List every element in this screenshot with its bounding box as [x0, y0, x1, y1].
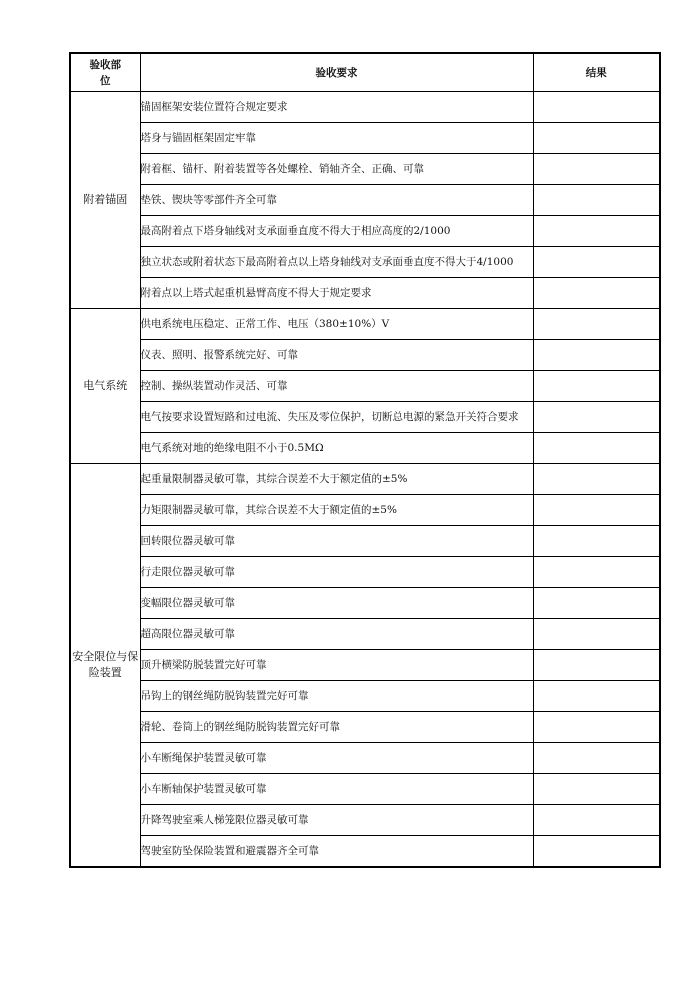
requirement-cell: 独立状态或附着状态下最高附着点以上塔身轴线对支承面垂直度不得大于4/1000 — [140, 247, 533, 278]
requirement-cell: 升降驾驶室乘人梯笼限位器灵敏可靠 — [140, 805, 533, 836]
requirement-cell: 吊钩上的钢丝绳防脱钩装置完好可靠 — [140, 681, 533, 712]
requirement-cell: 行走限位器灵敏可靠 — [140, 557, 533, 588]
result-cell[interactable] — [533, 712, 660, 743]
requirement-cell: 起重量限制器灵敏可靠，其综合误差不大于额定值的±5% — [140, 464, 533, 495]
requirement-cell: 超高限位器灵敏可靠 — [140, 619, 533, 650]
table-row — [70, 123, 660, 154]
result-cell[interactable] — [533, 526, 660, 557]
result-cell[interactable] — [533, 836, 660, 868]
requirement-cell: 回转限位器灵敏可靠 — [140, 526, 533, 557]
result-cell[interactable] — [533, 681, 660, 712]
table-row — [70, 774, 660, 805]
requirement-cell: 控制、操纵装置动作灵活、可靠 — [140, 371, 533, 402]
section-label: 附着锚固 — [70, 92, 140, 309]
result-cell[interactable] — [533, 774, 660, 805]
inspection-table — [69, 52, 661, 868]
result-cell[interactable] — [533, 278, 660, 309]
requirement-cell: 供电系统电压稳定、正常工作、电压（380±10%）V — [140, 309, 533, 340]
header-requirement: 验收要求 — [140, 53, 533, 92]
table-row — [70, 681, 660, 712]
result-cell[interactable] — [533, 402, 660, 433]
requirement-cell: 小车断轴保护装置灵敏可靠 — [140, 774, 533, 805]
requirement-cell: 滑轮、卷筒上的钢丝绳防脱钩装置完好可靠 — [140, 712, 533, 743]
result-cell[interactable] — [533, 340, 660, 371]
requirement-cell: 附着点以上塔式起重机悬臂高度不得大于规定要求 — [140, 278, 533, 309]
result-cell[interactable] — [533, 495, 660, 526]
section-label: 电气系统 — [70, 309, 140, 464]
requirement-cell: 垫铁、锲块等零部件齐全可靠 — [140, 185, 533, 216]
table-row — [70, 836, 660, 868]
result-cell[interactable] — [533, 588, 660, 619]
requirement-cell: 力矩限制器灵敏可靠，其综合误差不大于额定值的±5% — [140, 495, 533, 526]
section-label: 安全限位与保险装置 — [70, 464, 140, 868]
table-row — [70, 371, 660, 402]
requirement-cell: 仪表、照明、报警系统完好、可靠 — [140, 340, 533, 371]
header-row — [70, 53, 660, 92]
table-row — [70, 92, 660, 123]
requirement-cell: 锚固框架安装位置符合规定要求 — [140, 92, 533, 123]
header-result: 结果 — [533, 53, 660, 92]
requirement-cell: 驾驶室防坠保险装置和避震器齐全可靠 — [140, 836, 533, 868]
result-cell[interactable] — [533, 216, 660, 247]
table-row — [70, 247, 660, 278]
table-row — [70, 743, 660, 774]
table-row — [70, 340, 660, 371]
table-row — [70, 557, 660, 588]
result-cell[interactable] — [533, 650, 660, 681]
table-row — [70, 402, 660, 433]
table-row — [70, 433, 660, 464]
header-part: 验收部位 — [70, 53, 140, 92]
table-row — [70, 805, 660, 836]
result-cell[interactable] — [533, 371, 660, 402]
requirement-cell: 变幅限位器灵敏可靠 — [140, 588, 533, 619]
table-row — [70, 588, 660, 619]
result-cell[interactable] — [533, 123, 660, 154]
result-cell[interactable] — [533, 557, 660, 588]
table-row — [70, 712, 660, 743]
result-cell[interactable] — [533, 743, 660, 774]
requirement-cell: 电气按要求设置短路和过电流、失压及零位保护，切断总电源的紧急开关符合要求 — [140, 402, 533, 433]
result-cell[interactable] — [533, 433, 660, 464]
result-cell[interactable] — [533, 92, 660, 123]
table-row — [70, 526, 660, 557]
table-row — [70, 154, 660, 185]
result-cell[interactable] — [533, 619, 660, 650]
result-cell[interactable] — [533, 185, 660, 216]
result-cell[interactable] — [533, 805, 660, 836]
result-cell[interactable] — [533, 154, 660, 185]
requirement-cell: 顶升横梁防脱装置完好可靠 — [140, 650, 533, 681]
table-row — [70, 278, 660, 309]
result-cell[interactable] — [533, 247, 660, 278]
table-row — [70, 650, 660, 681]
table-row — [70, 309, 660, 340]
table-row — [70, 185, 660, 216]
table-row — [70, 495, 660, 526]
table-row — [70, 619, 660, 650]
table-row — [70, 216, 660, 247]
requirement-cell: 塔身与锚固框架固定牢靠 — [140, 123, 533, 154]
table-row — [70, 464, 660, 495]
requirement-cell: 小车断绳保护装置灵敏可靠 — [140, 743, 533, 774]
requirement-cell: 最高附着点下塔身轴线对支承面垂直度不得大于相应高度的2/1000 — [140, 216, 533, 247]
requirement-cell: 附着框、锚杆、附着装置等各处螺栓、销轴齐全、正确、可靠 — [140, 154, 533, 185]
result-cell[interactable] — [533, 464, 660, 495]
result-cell[interactable] — [533, 309, 660, 340]
requirement-cell: 电气系统对地的绝缘电阻不小于0.5MΩ — [140, 433, 533, 464]
